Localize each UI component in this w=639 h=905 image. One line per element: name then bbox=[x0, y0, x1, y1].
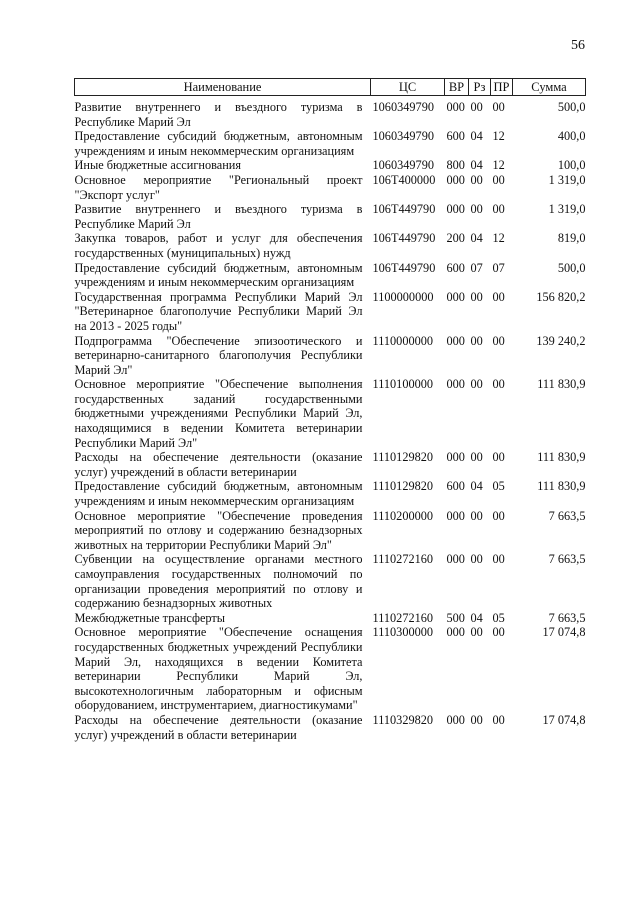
row-pr-code: 00 bbox=[492, 712, 505, 727]
row-cs-code: 1110129820 bbox=[372, 479, 434, 494]
row-vr-code: 000 bbox=[446, 712, 465, 727]
row-rz-code: 00 bbox=[470, 289, 483, 304]
row-pr-code: 00 bbox=[492, 552, 505, 567]
row-rz-code: 04 bbox=[470, 610, 483, 625]
table-body bbox=[75, 100, 586, 742]
table-row bbox=[75, 377, 586, 450]
row-sum: 1 319,0 bbox=[548, 172, 586, 187]
row-sum: 7 663,5 bbox=[548, 508, 586, 523]
row-vr-code: 000 bbox=[446, 289, 465, 304]
table-row bbox=[75, 713, 586, 742]
row-cs-code: 1110272160 bbox=[372, 610, 434, 625]
row-vr-code: 000 bbox=[446, 450, 465, 465]
row-cs-code: 106Т400000 bbox=[372, 172, 436, 187]
row-name: Основное мероприятие "Обеспечение выполнения государственных заданий государственными бюджетными учреждениями Республики Марий Эл, находящимися в ведении Комитета ветеринарии Республики Марий Эл" bbox=[74, 377, 363, 450]
row-cs-code: 1110000000 bbox=[372, 333, 434, 348]
row-sum: 1 319,0 bbox=[548, 202, 586, 217]
table-row bbox=[75, 231, 586, 260]
table-row bbox=[75, 173, 586, 202]
row-pr-code: 12 bbox=[492, 158, 505, 173]
row-pr-code: 05 bbox=[492, 479, 505, 494]
row-cs-code: 106Т449790 bbox=[372, 260, 436, 275]
table-row bbox=[75, 479, 586, 508]
table-row bbox=[75, 450, 586, 479]
table-row bbox=[75, 100, 586, 129]
row-vr-code: 600 bbox=[446, 129, 465, 144]
row-name: Основное мероприятие "Региональный проект "Экспорт услуг" bbox=[74, 172, 363, 202]
table-row bbox=[75, 334, 586, 378]
row-cs-code: 1110300000 bbox=[372, 625, 434, 640]
row-name: Субвенции на осуществление органами местного самоуправления государственных полномочий по организации проведения мероприятий по отлову и содержанию безнадзорных животных bbox=[74, 552, 363, 611]
row-rz-code: 00 bbox=[470, 172, 483, 187]
row-pr-code: 07 bbox=[492, 260, 505, 275]
row-pr-code: 05 bbox=[492, 610, 505, 625]
row-pr-code: 12 bbox=[492, 231, 505, 246]
row-name: Государственная программа Республики Марий Эл "Ветеринарное благополучие Республики Марий Эл на 2013 - 2025 годы" bbox=[74, 289, 363, 333]
row-cs-code: 1060349790 bbox=[372, 158, 434, 173]
row-pr-code: 00 bbox=[492, 202, 505, 217]
row-sum: 156 820,2 bbox=[536, 289, 586, 304]
header-name: Наименование bbox=[75, 79, 371, 96]
row-pr-code: 00 bbox=[492, 289, 505, 304]
row-vr-code: 000 bbox=[446, 202, 465, 217]
row-pr-code: 00 bbox=[492, 450, 505, 465]
row-vr-code: 000 bbox=[446, 377, 465, 392]
row-name: Основное мероприятие "Обеспечение проведения мероприятий по отлову и содержанию безнадзорных животных на территории Республики Марий Эл" bbox=[74, 508, 363, 552]
row-pr-code: 00 bbox=[492, 333, 505, 348]
row-rz-code: 00 bbox=[470, 508, 483, 523]
row-cs-code: 1100000000 bbox=[372, 289, 434, 304]
row-rz-code: 00 bbox=[470, 450, 483, 465]
row-sum: 7 663,5 bbox=[548, 610, 586, 625]
row-name: Основное мероприятие "Обеспечение оснащения государственных бюджетных учреждений Республики Марий Эл, находящихся в ведении Комитета ветеринарии Республики Марий Эл, высокотехнологичным лабораторным и офисным оборудованием, инструментарием, диагностикумами" bbox=[74, 625, 363, 713]
row-cs-code: 1110129820 bbox=[372, 450, 434, 465]
row-cs-code: 1110329820 bbox=[372, 712, 434, 727]
row-cs-code: 1110200000 bbox=[372, 508, 434, 523]
table-row bbox=[75, 129, 586, 158]
header-rz: Рз bbox=[469, 79, 491, 96]
row-name: Предоставление субсидий бюджетным, автономным учреждениям и иным некоммерческим организациям bbox=[74, 260, 363, 290]
table-row bbox=[75, 552, 586, 610]
table-row bbox=[75, 202, 586, 231]
row-name: Подпрограмма "Обеспечение эпизоотического и ветеринарно-санитарного благополучия Республики Марий Эл" bbox=[74, 333, 363, 377]
row-sum: 111 830,9 bbox=[537, 479, 586, 494]
row-name: Предоставление субсидий бюджетным, автономным учреждениям и иным некоммерческим организациям bbox=[74, 129, 363, 158]
table-row bbox=[75, 509, 586, 553]
budget-table bbox=[74, 78, 586, 742]
row-rz-code: 00 bbox=[470, 100, 483, 114]
header-pr: ПР bbox=[491, 79, 513, 96]
page-number: 56 bbox=[571, 38, 585, 53]
row-rz-code: 00 bbox=[470, 377, 483, 392]
row-rz-code: 07 bbox=[470, 260, 483, 275]
row-sum: 819,0 bbox=[557, 231, 586, 246]
row-cs-code: 1060349790 bbox=[372, 100, 434, 114]
row-rz-code: 00 bbox=[470, 202, 483, 217]
row-vr-code: 200 bbox=[446, 231, 465, 246]
row-pr-code: 00 bbox=[492, 377, 505, 392]
row-vr-code: 600 bbox=[446, 479, 465, 494]
table-row bbox=[75, 625, 586, 713]
row-cs-code: 1110100000 bbox=[372, 377, 434, 392]
row-sum: 400,0 bbox=[557, 129, 586, 144]
row-rz-code: 00 bbox=[470, 552, 483, 567]
row-vr-code: 000 bbox=[446, 100, 465, 114]
row-rz-code: 04 bbox=[470, 231, 483, 246]
row-sum: 139 240,2 bbox=[536, 333, 586, 348]
row-sum: 500,0 bbox=[557, 100, 586, 114]
row-name: Развитие внутреннего и въездного туризма в Республике Марий Эл bbox=[74, 100, 363, 129]
row-sum: 7 663,5 bbox=[548, 552, 586, 567]
row-name: Межбюджетные трансферты bbox=[74, 610, 226, 625]
row-sum: 111 830,9 bbox=[537, 377, 586, 392]
row-cs-code: 1110272160 bbox=[372, 552, 434, 567]
row-name: Расходы на обеспечение деятельности (оказание услуг) учреждений в области ветеринарии bbox=[74, 712, 363, 742]
row-rz-code: 00 bbox=[470, 625, 483, 640]
row-rz-code: 00 bbox=[470, 333, 483, 348]
row-pr-code: 00 bbox=[492, 625, 505, 640]
header-vr: ВР bbox=[445, 79, 469, 96]
row-rz-code: 04 bbox=[470, 158, 483, 173]
row-vr-code: 800 bbox=[446, 158, 465, 173]
header-cs: ЦС bbox=[371, 79, 445, 96]
row-vr-code: 500 bbox=[446, 610, 465, 625]
row-vr-code: 000 bbox=[446, 625, 465, 640]
row-pr-code: 00 bbox=[492, 172, 505, 187]
row-rz-code: 04 bbox=[470, 479, 483, 494]
row-sum: 500,0 bbox=[557, 260, 586, 275]
row-cs-code: 106Т449790 bbox=[372, 231, 436, 246]
table-header-row bbox=[75, 79, 586, 96]
row-vr-code: 000 bbox=[446, 508, 465, 523]
row-name: Развитие внутреннего и въездного туризма в Республике Марий Эл bbox=[74, 202, 363, 231]
row-pr-code: 00 bbox=[492, 100, 505, 114]
row-sum: 17 074,8 bbox=[542, 712, 586, 727]
row-vr-code: 000 bbox=[446, 333, 465, 348]
row-sum: 100,0 bbox=[557, 158, 586, 173]
row-vr-code: 600 bbox=[446, 260, 465, 275]
row-rz-code: 00 bbox=[470, 712, 483, 727]
row-vr-code: 000 bbox=[446, 552, 465, 567]
row-name: Закупка товаров, работ и услуг для обеспечения государственных (муниципальных) нужд bbox=[74, 231, 363, 260]
row-name: Расходы на обеспечение деятельности (оказание услуг) учреждений в области ветеринарии bbox=[74, 450, 363, 479]
table-row bbox=[75, 261, 586, 290]
row-sum: 111 830,9 bbox=[537, 450, 586, 465]
header-sum: Сумма bbox=[513, 79, 586, 96]
row-cs-code: 1060349790 bbox=[372, 129, 434, 144]
row-rz-code: 04 bbox=[470, 129, 483, 144]
row-vr-code: 000 bbox=[446, 172, 465, 187]
row-cs-code: 106Т449790 bbox=[372, 202, 436, 217]
row-pr-code: 00 bbox=[492, 508, 505, 523]
row-name: Иные бюджетные ассигнования bbox=[74, 158, 242, 173]
row-pr-code: 12 bbox=[492, 129, 505, 144]
row-sum: 17 074,8 bbox=[542, 625, 586, 640]
table-row bbox=[75, 290, 586, 334]
row-name: Предоставление субсидий бюджетным, автономным учреждениям и иным некоммерческим организациям bbox=[74, 479, 363, 509]
table-row bbox=[75, 158, 586, 173]
table-row bbox=[75, 611, 586, 626]
